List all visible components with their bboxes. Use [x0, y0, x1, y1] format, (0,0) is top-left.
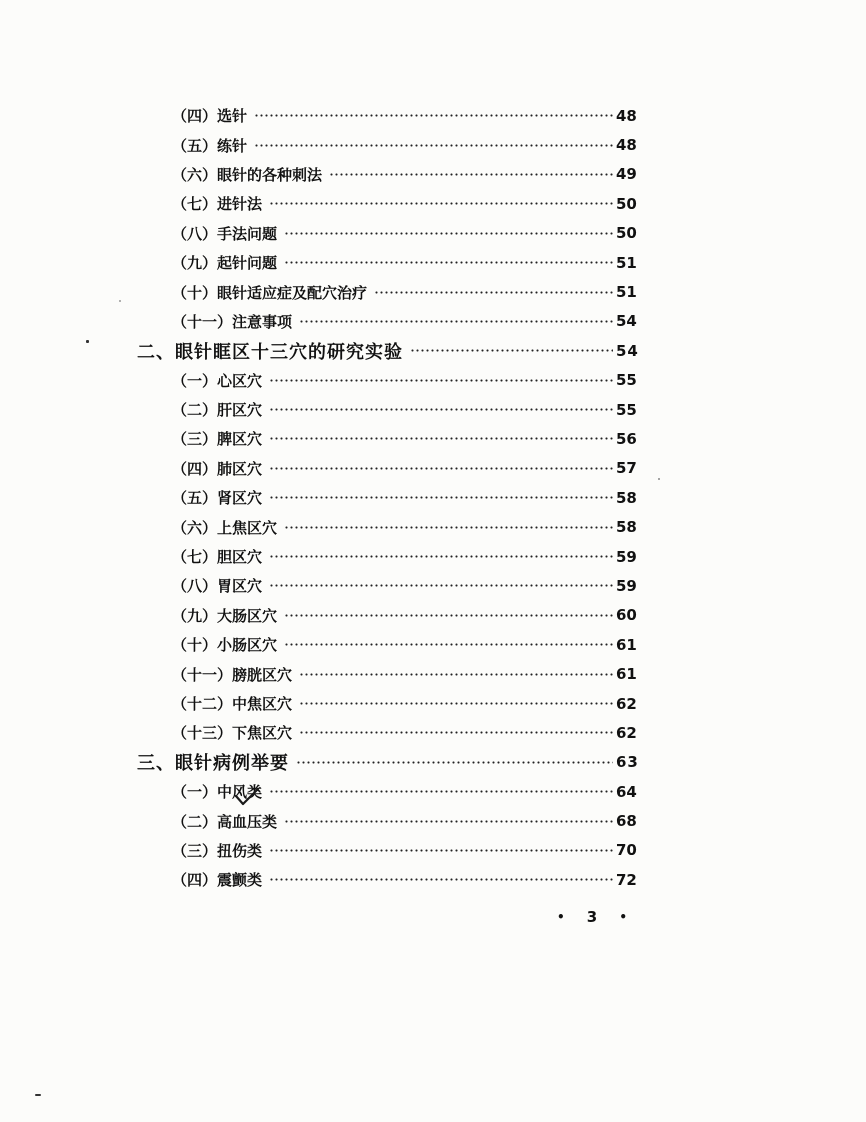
toc-subsection-entry — [0, 248, 866, 277]
toc-entry-page-number: 59 — [616, 576, 637, 595]
dot-leader — [269, 555, 613, 558]
toc-entry-page-number: 60 — [616, 606, 637, 625]
dot-leader — [299, 731, 613, 734]
toc-entry-page-number: 68 — [616, 812, 637, 831]
toc-entry-label: （十）眼针适应症及配穴治疗 — [172, 283, 368, 302]
toc-entry-label: （四）选针 — [172, 107, 248, 126]
page-folio — [557, 908, 627, 926]
toc-entry-label: （八）手法问题 — [172, 224, 278, 243]
toc-subsection-entry — [0, 806, 866, 835]
toc-subsection-entry — [0, 424, 866, 453]
dot-leader — [374, 291, 613, 294]
dot-leader — [269, 467, 613, 470]
toc-subsection-entry — [0, 454, 866, 483]
toc-entry-page-number: 70 — [616, 841, 637, 860]
toc-entry-label: （六）眼针的各种刺法 — [172, 165, 323, 184]
dot-leader — [269, 849, 613, 852]
toc-subsection-entry — [0, 101, 866, 130]
dot-leader — [284, 526, 613, 529]
toc-entry-page-number: 59 — [616, 547, 637, 566]
dot-leader — [284, 614, 613, 617]
dot-leader — [269, 790, 613, 793]
toc-entry-page-number: 57 — [616, 459, 637, 478]
toc-entry-page-number: 56 — [616, 429, 637, 448]
toc-entry-page-number: 49 — [616, 165, 637, 184]
toc-entry-page-number: 58 — [616, 518, 637, 537]
folio-dot-right: • — [619, 910, 627, 924]
dot-leader — [254, 144, 613, 147]
toc-entry-label: （一）中风类 — [172, 783, 263, 802]
toc-subsection-entry — [0, 601, 866, 630]
toc-entry-page-number: 48 — [616, 106, 637, 125]
toc-entry-page-number: 54 — [616, 312, 637, 331]
toc-entry-page-number: 55 — [616, 371, 637, 390]
toc-entry-label: （十一）注意事项 — [172, 312, 293, 331]
dot-leader — [269, 584, 613, 587]
toc-entry-page-number: 55 — [616, 400, 637, 419]
toc-subsection-entry — [0, 542, 866, 571]
dot-leader — [284, 820, 613, 823]
toc-subsection-entry — [0, 130, 866, 159]
toc-entry-label: （二）高血压类 — [172, 812, 278, 831]
dot-leader — [296, 761, 613, 764]
toc-entry-label: 三、眼针病例举要 — [137, 753, 289, 775]
dot-leader — [269, 878, 613, 881]
toc-subsection-entry — [0, 718, 866, 747]
toc-subsection-entry — [0, 366, 866, 395]
toc-entry-label: （十）小肠区穴 — [172, 636, 278, 655]
dot-leader — [269, 496, 613, 499]
toc-subsection-entry — [0, 277, 866, 306]
dot-leader — [410, 349, 613, 352]
toc-entry-label: （四）肺区穴 — [172, 459, 263, 478]
toc-entry-label: （五）练针 — [172, 136, 248, 155]
toc-subsection-entry — [0, 777, 866, 806]
folio-dot-left: • — [557, 910, 565, 924]
toc-subsection-entry — [0, 160, 866, 189]
folio-page-number: 3 — [586, 908, 598, 926]
scan-speck — [86, 340, 89, 343]
toc-subsection-entry — [0, 219, 866, 248]
dot-leader — [299, 702, 613, 705]
dot-leader — [254, 114, 613, 117]
toc-entry-label: （十二）中焦区穴 — [172, 695, 293, 713]
toc-entry-page-number: 61 — [616, 665, 637, 684]
scan-speck — [119, 300, 121, 302]
toc-entry-page-number: 64 — [616, 782, 637, 801]
toc-subsection-entry — [0, 836, 866, 865]
dot-leader — [269, 408, 613, 411]
toc-entry-label: （三）扭伤类 — [172, 841, 263, 860]
toc-subsection-entry — [0, 483, 866, 512]
toc-section-entry — [0, 748, 866, 777]
scan-speck — [658, 478, 660, 480]
toc-subsection-entry — [0, 307, 866, 336]
toc-entry-label: （六）上焦区穴 — [172, 518, 278, 537]
toc-entry-label: （四）震颤类 — [172, 871, 263, 890]
scan-speck — [35, 1094, 41, 1096]
toc-entry-page-number: 62 — [616, 723, 637, 742]
toc-entry-label: （一）心区穴 — [172, 371, 263, 390]
toc-entry-page-number: 48 — [616, 136, 637, 155]
dot-leader — [284, 643, 613, 646]
toc-entry-page-number: 58 — [616, 488, 637, 507]
toc-entry-label: 二、眼针眶区十三穴的研究实验 — [137, 341, 403, 363]
toc-entry-page-number: 62 — [616, 694, 637, 713]
toc-subsection-entry — [0, 689, 866, 718]
toc-entry-label: （八）胃区穴 — [172, 577, 263, 596]
toc-entry-label: （七）胆区穴 — [172, 548, 263, 567]
toc-entry-page-number: 63 — [616, 753, 639, 772]
dot-leader — [269, 202, 613, 205]
toc-subsection-entry — [0, 512, 866, 541]
toc-entry-page-number: 50 — [616, 224, 637, 243]
dot-leader — [269, 379, 613, 382]
toc-entry-label: （十三）下焦区穴 — [172, 724, 293, 743]
toc-entry-page-number: 50 — [616, 194, 637, 213]
toc-entry-page-number: 61 — [616, 635, 637, 654]
toc-subsection-entry — [0, 630, 866, 659]
toc-subsection-entry — [0, 865, 866, 894]
dot-leader — [284, 232, 613, 235]
toc-section-entry — [0, 336, 866, 365]
toc-subsection-entry — [0, 571, 866, 600]
toc-entry-label: （九）大肠区穴 — [172, 606, 278, 625]
dot-leader — [269, 437, 613, 440]
dot-leader — [329, 173, 613, 176]
toc-entry-label: （二）肝区穴 — [172, 401, 263, 420]
dot-leader — [284, 261, 613, 264]
toc-entry-page-number: 51 — [616, 253, 637, 272]
handwritten-check-mark — [234, 786, 260, 808]
table-of-contents — [0, 101, 866, 895]
toc-entry-label: （七）进针法 — [172, 195, 263, 214]
toc-entry-page-number: 51 — [616, 283, 637, 302]
dot-leader — [299, 320, 613, 323]
toc-subsection-entry — [0, 659, 866, 688]
dot-leader — [299, 673, 613, 676]
toc-subsection-entry — [0, 395, 866, 424]
toc-entry-label: （三）脾区穴 — [172, 430, 263, 449]
toc-entry-page-number: 72 — [616, 870, 637, 889]
toc-entry-label: （十一）膀胱区穴 — [172, 665, 293, 684]
toc-entry-label: （五）肾区穴 — [172, 489, 263, 508]
toc-entry-page-number: 54 — [616, 341, 639, 360]
toc-subsection-entry — [0, 189, 866, 218]
toc-entry-label: （九）起针问题 — [172, 254, 278, 273]
